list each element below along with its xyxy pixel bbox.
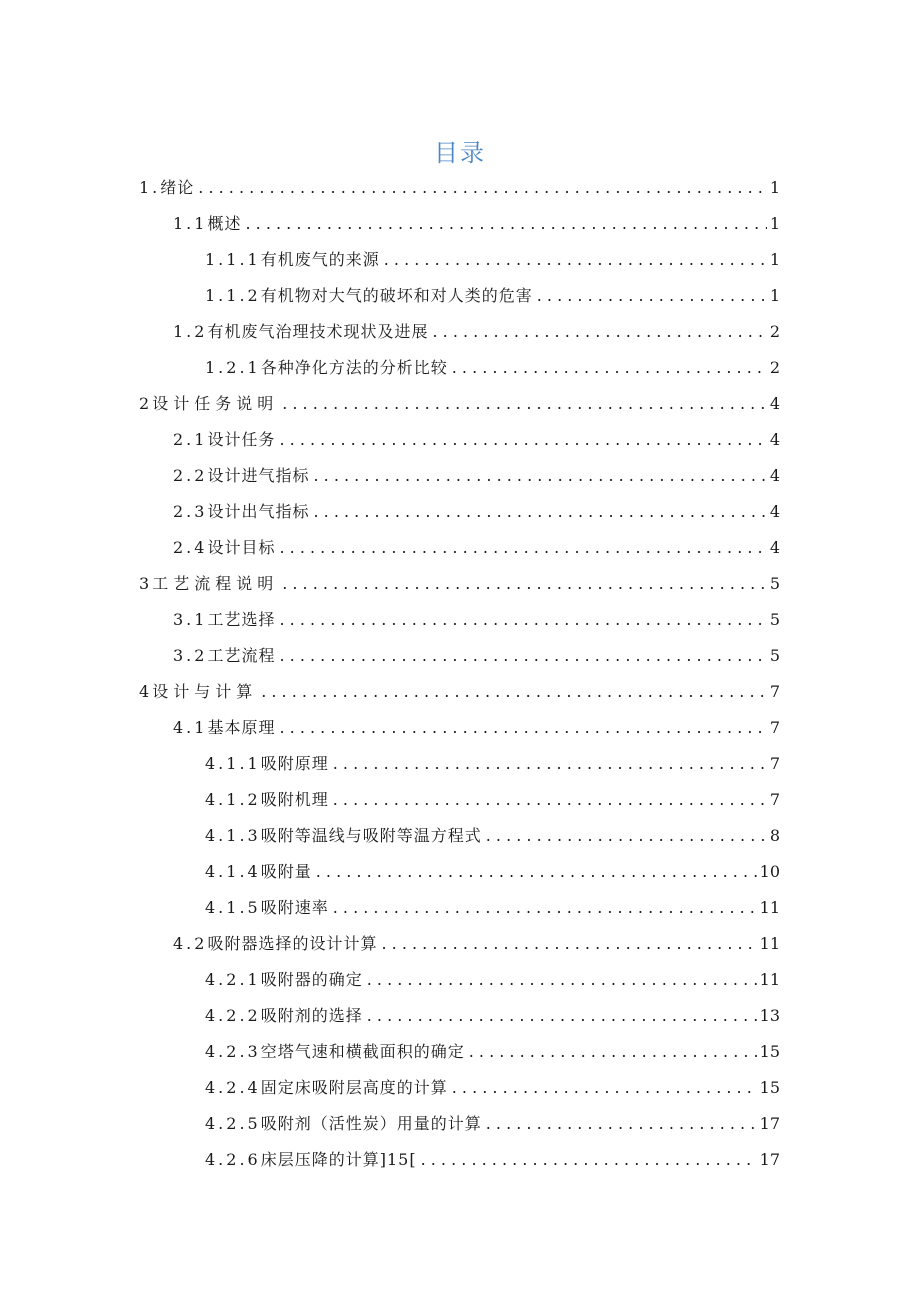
toc-entry-page-number: 15 <box>757 1034 780 1070</box>
toc-entry-number: 1.1 <box>173 214 208 233</box>
toc-entry-title: 吸附原理 <box>260 754 329 773</box>
toc-entry[interactable] <box>0 350 920 386</box>
toc-entry-number: 4.2.6 <box>205 1150 261 1169</box>
toc-entry-title: 设计与计算 <box>152 682 258 701</box>
toc-entry[interactable] <box>0 710 920 746</box>
toc-entry[interactable] <box>0 422 920 458</box>
toc-entry[interactable] <box>0 566 920 602</box>
toc-entry-page-number: 7 <box>767 710 780 746</box>
toc-entry-number: 3.1 <box>173 610 208 629</box>
toc-entry-title: 吸附器的确定 <box>260 970 363 989</box>
toc-entry-title: 工艺流程 <box>207 646 276 665</box>
toc-entry-page-number: 1 <box>767 206 780 242</box>
toc-entry-page-number: 11 <box>757 926 780 962</box>
toc-entry-page-number: 2 <box>767 314 780 350</box>
toc-entry-number: 1.2.1 <box>205 358 261 377</box>
dot-leader <box>333 898 776 918</box>
toc-entry-title: 吸附速率 <box>260 898 329 917</box>
toc-entry-page-number: 13 <box>757 998 780 1034</box>
toc-entry-page-number: 5 <box>767 602 780 638</box>
dot-leader <box>245 214 776 234</box>
toc-entry-page-number: 4 <box>767 530 780 566</box>
toc-entry-page-number: 7 <box>767 782 780 818</box>
dot-leader <box>333 754 776 774</box>
dot-leader <box>367 970 776 990</box>
dot-leader <box>279 718 776 738</box>
toc-entry-title: 设计目标 <box>207 538 276 557</box>
toc-entry-title: 床层压降的计算]15[ <box>260 1150 417 1169</box>
toc-entry-number: 3 <box>139 574 153 593</box>
toc-entry[interactable] <box>0 530 920 566</box>
toc-entry-page-number: 4 <box>767 494 780 530</box>
toc-entry-title: 空塔气速和横截面积的确定 <box>260 1042 465 1061</box>
toc-entry-number: 4.1.2 <box>205 790 261 809</box>
dot-leader <box>279 538 776 558</box>
toc-entry[interactable] <box>0 998 920 1034</box>
toc-entry-title: 有机废气治理技术现状及进展 <box>207 322 429 341</box>
toc-entry-page-number: 15 <box>757 1070 780 1106</box>
dot-leader <box>333 790 776 810</box>
toc-entry-number: 1. <box>139 178 161 197</box>
toc-entry-title: 吸附机理 <box>260 790 329 809</box>
toc-entry-number: 4.2.4 <box>205 1078 261 1097</box>
toc-entry-page-number: 7 <box>767 746 780 782</box>
toc-entry-number: 2 <box>139 394 153 413</box>
toc-entry-title: 设计任务 <box>207 430 276 449</box>
dot-leader <box>313 502 776 522</box>
toc-entry[interactable] <box>0 674 920 710</box>
dot-leader <box>279 430 776 450</box>
dot-leader <box>279 646 776 666</box>
toc-entry[interactable] <box>0 782 920 818</box>
toc-entry-number: 3.2 <box>173 646 208 665</box>
toc-entry-page-number: 4 <box>767 458 780 494</box>
dot-leader <box>384 250 776 270</box>
toc-entry-page-number: 1 <box>767 170 780 206</box>
toc-entry-title: 吸附剂的选择 <box>260 1006 363 1025</box>
toc-entry-title: 工艺流程说明 <box>152 574 279 593</box>
toc-entry-title: 有机物对大气的破坏和对人类的危害 <box>260 286 533 305</box>
dot-leader <box>537 286 776 306</box>
toc-entry-number: 1.1.1 <box>205 250 261 269</box>
toc-entry-title: 概述 <box>207 214 242 233</box>
toc-entry-number: 4.2.2 <box>205 1006 261 1025</box>
toc-entry[interactable] <box>0 854 920 890</box>
toc-entry-number: 2.2 <box>173 466 208 485</box>
toc-entry[interactable] <box>0 386 920 422</box>
toc-entry-page-number: 11 <box>757 962 780 998</box>
dot-leader <box>367 1006 776 1026</box>
toc-entry-number: 4.2.1 <box>205 970 261 989</box>
toc-entry-number: 4 <box>139 682 153 701</box>
toc-entry-number: 4.2.5 <box>205 1114 261 1133</box>
toc-entry[interactable] <box>0 926 920 962</box>
toc-entry[interactable] <box>0 638 920 674</box>
toc-entry-number: 4.1.1 <box>205 754 261 773</box>
dot-leader <box>381 934 776 954</box>
toc-entry-number: 4.2 <box>173 934 208 953</box>
toc-entry-number: 1.1.2 <box>205 286 261 305</box>
dot-leader <box>282 574 776 594</box>
toc-entry-number: 4.1 <box>173 718 208 737</box>
toc-entry-page-number: 4 <box>767 386 780 422</box>
toc-entry[interactable] <box>0 494 920 530</box>
toc-entry[interactable] <box>0 746 920 782</box>
toc-entry[interactable] <box>0 602 920 638</box>
dot-leader <box>198 178 776 198</box>
toc-list <box>0 170 920 1178</box>
toc-title: 目录 <box>434 139 486 167</box>
toc-entry[interactable] <box>0 1070 920 1106</box>
toc-entry-number: 2.1 <box>173 430 208 449</box>
toc-entry-title: 吸附器选择的设计计算 <box>207 934 378 953</box>
dot-leader <box>316 862 776 882</box>
toc-entry-title: 吸附剂（活性炭）用量的计算 <box>260 1114 482 1133</box>
toc-entry-title: 固定床吸附层高度的计算 <box>260 1078 448 1097</box>
toc-entry-number: 4.1.3 <box>205 826 261 845</box>
toc-entry[interactable] <box>0 1106 920 1142</box>
toc-entry-title: 设计进气指标 <box>207 466 310 485</box>
toc-entry[interactable] <box>0 458 920 494</box>
toc-entry[interactable] <box>0 170 920 206</box>
toc-entry-page-number: 10 <box>757 854 780 890</box>
toc-entry-title: 设计任务说明 <box>152 394 279 413</box>
dot-leader <box>469 1042 776 1062</box>
toc-entry-title: 基本原理 <box>207 718 276 737</box>
toc-entry-title: 绪论 <box>160 178 195 197</box>
toc-entry[interactable] <box>0 314 920 350</box>
toc-entry-page-number: 1 <box>767 242 780 278</box>
dot-leader <box>313 466 776 486</box>
toc-entry-number: 4.1.4 <box>205 862 261 881</box>
toc-entry-number: 4.1.5 <box>205 898 261 917</box>
toc-entry-page-number: 5 <box>767 566 780 602</box>
toc-entry[interactable] <box>0 962 920 998</box>
toc-entry-title: 工艺选择 <box>207 610 276 629</box>
toc-entry-title: 各种净化方法的分析比较 <box>260 358 448 377</box>
toc-entry-page-number: 17 <box>757 1106 780 1142</box>
dot-leader <box>486 1114 776 1134</box>
toc-entry-title: 吸附等温线与吸附等温方程式 <box>260 826 482 845</box>
toc-entry-number: 2.4 <box>173 538 208 557</box>
dot-leader <box>421 1150 776 1170</box>
toc-entry-title: 有机废气的来源 <box>260 250 380 269</box>
dot-leader <box>261 682 776 702</box>
toc-entry[interactable] <box>0 278 920 314</box>
toc-entry-page-number: 11 <box>757 890 780 926</box>
toc-entry[interactable] <box>0 818 920 854</box>
dot-leader <box>486 826 776 846</box>
toc-entry-page-number: 7 <box>767 674 780 710</box>
dot-leader <box>282 394 776 414</box>
dot-leader <box>432 322 776 342</box>
toc-entry[interactable] <box>0 1142 920 1178</box>
toc-entry-page-number: 4 <box>767 422 780 458</box>
dot-leader <box>452 1078 776 1098</box>
toc-entry[interactable] <box>0 242 920 278</box>
toc-entry-title: 吸附量 <box>260 862 312 881</box>
toc-entry-number: 4.2.3 <box>205 1042 261 1061</box>
toc-entry-page-number: 1 <box>767 278 780 314</box>
toc-entry[interactable] <box>0 206 920 242</box>
toc-entry-page-number: 17 <box>757 1142 780 1178</box>
toc-entry-page-number: 2 <box>767 350 780 386</box>
toc-entry-number: 1.2 <box>173 322 208 341</box>
toc-entry[interactable] <box>0 890 920 926</box>
toc-entry-title: 设计出气指标 <box>207 502 310 521</box>
toc-entry-page-number: 5 <box>767 638 780 674</box>
dot-leader <box>452 358 776 378</box>
toc-entry-number: 2.3 <box>173 502 208 521</box>
toc-entry-page-number: 8 <box>767 818 780 854</box>
toc-entry[interactable] <box>0 1034 920 1070</box>
dot-leader <box>279 610 776 630</box>
